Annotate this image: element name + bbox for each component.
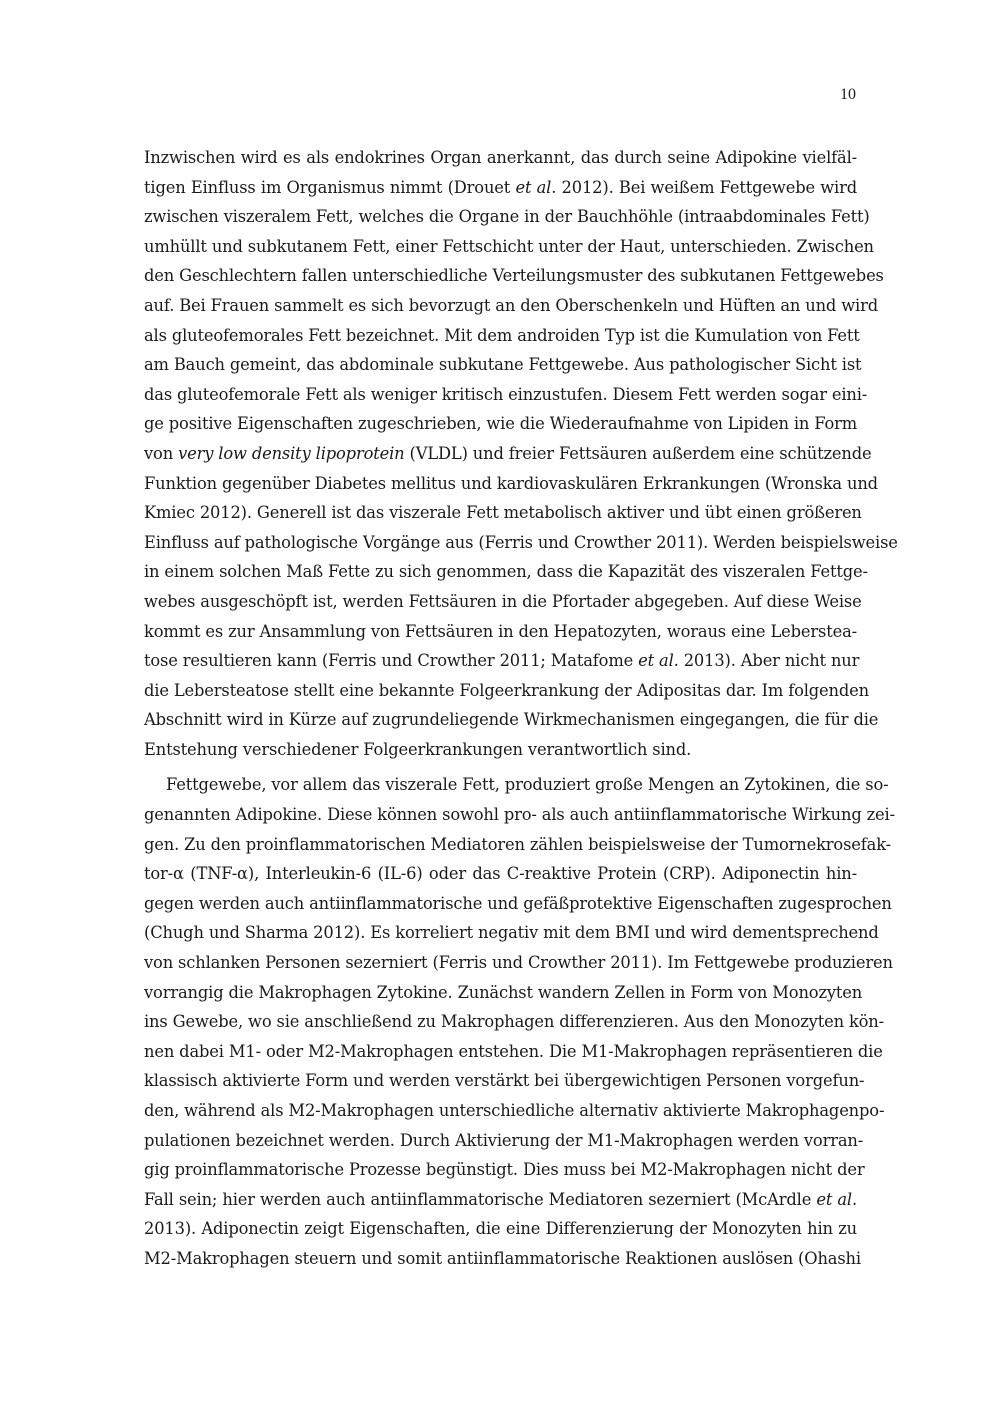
text-line: Abschnitt wird in Kürze auf zugrundeliegende Wirkmechanismen eingegangen, die für die — [144, 710, 879, 730]
text-line: tose resultieren kann (Ferris und Crowther 2011; Matafome et al. 2013). Aber nicht nur — [144, 651, 860, 671]
text-line: webes ausgeschöpft ist, werden Fettsäuren in die Pfortader abgegeben. Auf diese Weise — [144, 591, 862, 611]
text-line: am Bauch gemeint, das abdominale subkutane Fettgewebe. Aus pathologischer Sicht ist — [144, 355, 862, 375]
page-number: 10 — [840, 86, 856, 103]
document-body — [144, 143, 898, 1274]
text-line: tigen Einfluss im Organismus nimmt (Drouet et al. 2012). Bei weißem Fettgewebe wird — [144, 177, 857, 197]
text-line: kommt es zur Ansammlung von Fettsäuren in den Hepatozyten, woraus eine Lebersteа- — [144, 621, 857, 641]
text-line: von very low density lipoprotein (VLDL) und freier Fettsäuren außerdem eine schützende — [144, 443, 872, 463]
text-line: 2013). Adiponectin zeigt Eigenschaften, die eine Differenzierung der Monozyten hin zu — [144, 1219, 857, 1239]
text-line: gegen werden auch antiinflammatorische und gefäßprotektive Eigenschaften zugesprochen — [144, 893, 892, 913]
text-line: Fall sein; hier werden auch antiinflammatorische Mediatoren sezerniert (McArdle et al. — [144, 1189, 857, 1209]
text-line: von schlanken Personen sezerniert (Ferris und Crowther 2011). Im Fettgewebe produzieren — [144, 953, 893, 973]
text-line: genannten Adipokine. Diese können sowohl pro- als auch antiinflammatorische Wirkung zei- — [144, 805, 895, 825]
text-line: als gluteofemorales Fett bezeichnet. Mit dem androiden Typ ist die Kumulation von Fett — [144, 325, 860, 345]
text-line: nen dabei M1- oder M2-Makrophagen entstehen. Die M1-Makrophagen repräsentieren die — [144, 1041, 883, 1061]
text-line: Entstehung verschiedener Folgeerkrankungen verantwortlich sind. — [144, 739, 692, 759]
text-line: den Geschlechtern fallen unterschiedliche Verteilungsmuster des subkutanen Fettgewebes — [144, 266, 884, 286]
text-line: gen. Zu den proinflammatorischen Mediatoren zählen beispielsweise der Tumornekrosefak- — [144, 834, 891, 854]
text-line: tor-α (TNF-α), Interleukin-6 (IL-6) oder das C-reaktive Protein (CRP). Adiponectin hin- — [144, 864, 857, 884]
text-line: Fettgewebe, vor allem das viszerale Fett, produziert große Mengen an Zytokinen, die so- — [166, 775, 889, 795]
text-line: vorrangig die Makrophagen Zytokine. Zunächst wandern Zellen in Form von Monozyten — [144, 982, 863, 1002]
text-line: den, während als M2-Makrophagen unterschiedliche alternativ aktivierte Makrophagenpo- — [144, 1101, 885, 1120]
text-line: Funktion gegenüber Diabetes mellitus und kardiovaskulären Erkrankungen (Wronska und — [144, 473, 878, 493]
text-line: klassisch aktivierte Form und werden verstärkt bei übergewichtigen Personen vorgefun- — [144, 1071, 865, 1091]
text-line: Inzwischen wird es als endokrines Organ anerkannt, das durch seine Adipokine vielfäl- — [144, 148, 857, 167]
text-line: das gluteofemorale Fett als weniger kritisch einzustufen. Diesem Fett werden sogar eini- — [144, 384, 868, 404]
text-line: zwischen viszeralem Fett, welches die Organe in der Bauchhöhle (intraabdominales Fett) — [144, 207, 870, 227]
text-line: ge positive Eigenschaften zugeschrieben, wie die Wiederaufnahme von Lipiden in Form — [144, 414, 858, 434]
text-line: Einfluss auf pathologische Vorgänge aus (Ferris und Crowther 2011). Werden beispielsweise — [144, 532, 898, 552]
text-line: die Lebersteatose stellt eine bekannte Folgeerkrankung der Adipositas dar. Im folgenden — [144, 680, 869, 700]
paragraph-2 — [144, 770, 895, 1273]
text-line: M2-Makrophagen steuern und somit antiinflammatorische Reaktionen auslösen (Ohashi — [144, 1248, 861, 1268]
text-line: pulationen bezeichnet werden. Durch Aktivierung der M1-Makrophagen werden vorran- — [144, 1130, 864, 1150]
text-line: (Chugh und Sharma 2012). Es korreliert negativ mit dem BMI und wird dementsprechend — [144, 923, 879, 943]
text-line: Kmiec 2012). Generell ist das viszerale Fett metabolisch aktiver und übt einen größeren — [144, 503, 862, 523]
text-line: in einem solchen Maß Fette zu sich genommen, dass die Kapazität des viszeralen Fettge- — [144, 562, 868, 582]
text-line: ins Gewebe, wo sie anschließend zu Makrophagen differenzieren. Aus den Monozyten kön- — [144, 1012, 884, 1032]
text-line: umhüllt und subkutanem Fett, einer Fettschicht unter der Haut, unterschieden. Zwischen — [144, 236, 874, 256]
text-line: gig proinflammatorische Prozesse begünstigt. Dies muss bei M2-Makrophagen nicht der — [144, 1160, 865, 1180]
text-line: auf. Bei Frauen sammelt es sich bevorzugt an den Oberschenkeln und Hüften an und wird — [144, 295, 878, 315]
paragraph-1 — [144, 143, 898, 764]
